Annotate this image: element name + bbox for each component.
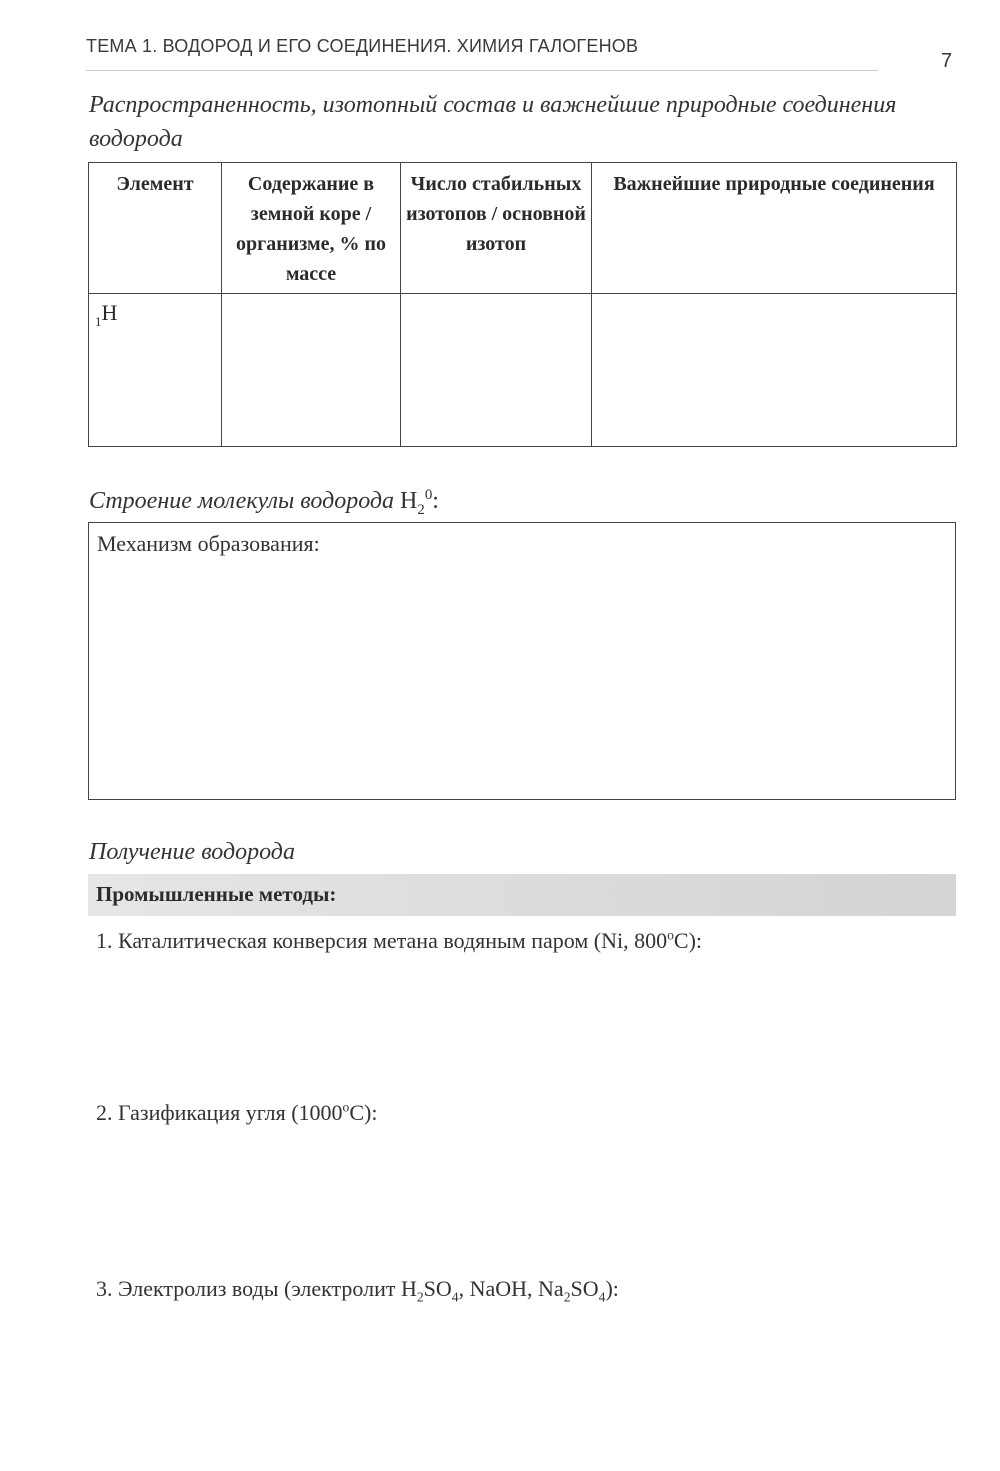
isotopes-cell[interactable] xyxy=(401,294,592,447)
column-header-isotopes: Число стабильных изотопов / основной изотоп xyxy=(401,163,592,294)
industrial-methods-label: Промышленные методы: xyxy=(96,882,337,906)
column-header-content: Содержание в земной коре / организме, % по массе xyxy=(222,163,401,294)
method-coal-gasification: 2. Газификация угля (1000$^o$C): xyxy=(96,1099,378,1125)
section-title-structure xyxy=(89,484,439,518)
section-title-production: Получение водорода xyxy=(89,839,295,865)
structure-title-text: Строение молекулы водорода xyxy=(89,488,395,514)
hydrogen-properties-table xyxy=(88,162,957,447)
atomic-number: 1 xyxy=(95,314,102,329)
compounds-cell[interactable] xyxy=(592,294,957,447)
column-header-element: Элемент xyxy=(89,163,222,294)
table-header-row xyxy=(89,163,957,294)
formation-mechanism-box[interactable] xyxy=(88,522,956,800)
column-header-compounds: Важнейшие природные соединения xyxy=(592,163,957,294)
method-methane-conversion: 1. Каталитическая конверсия метана водяным паром (Ni, 800$^o$C): xyxy=(96,927,703,953)
table-row xyxy=(89,294,957,447)
header-divider xyxy=(86,70,878,71)
industrial-methods-band xyxy=(88,874,956,916)
section-title-abundance: Распространенность, изотопный состав и важнейшие природные соединения водорода xyxy=(89,92,897,152)
content-cell[interactable] xyxy=(222,294,401,447)
page-number: 7 xyxy=(941,50,953,72)
h2-formula: $H_2^0$: xyxy=(400,487,439,518)
element-cell xyxy=(89,294,222,447)
running-title: ТЕМА 1. ВОДОРОД И ЕГО СОЕДИНЕНИЯ. ХИМИЯ ГАЛОГЕНОВ xyxy=(86,36,639,56)
formation-mechanism-label: Механизм образования: xyxy=(97,531,320,556)
element-symbol: H xyxy=(101,300,118,325)
method-water-electrolysis: 3. Электролиз воды (электролит $H_2SO_4$, NaOH, $Na_2SO_4$): xyxy=(96,1276,619,1305)
